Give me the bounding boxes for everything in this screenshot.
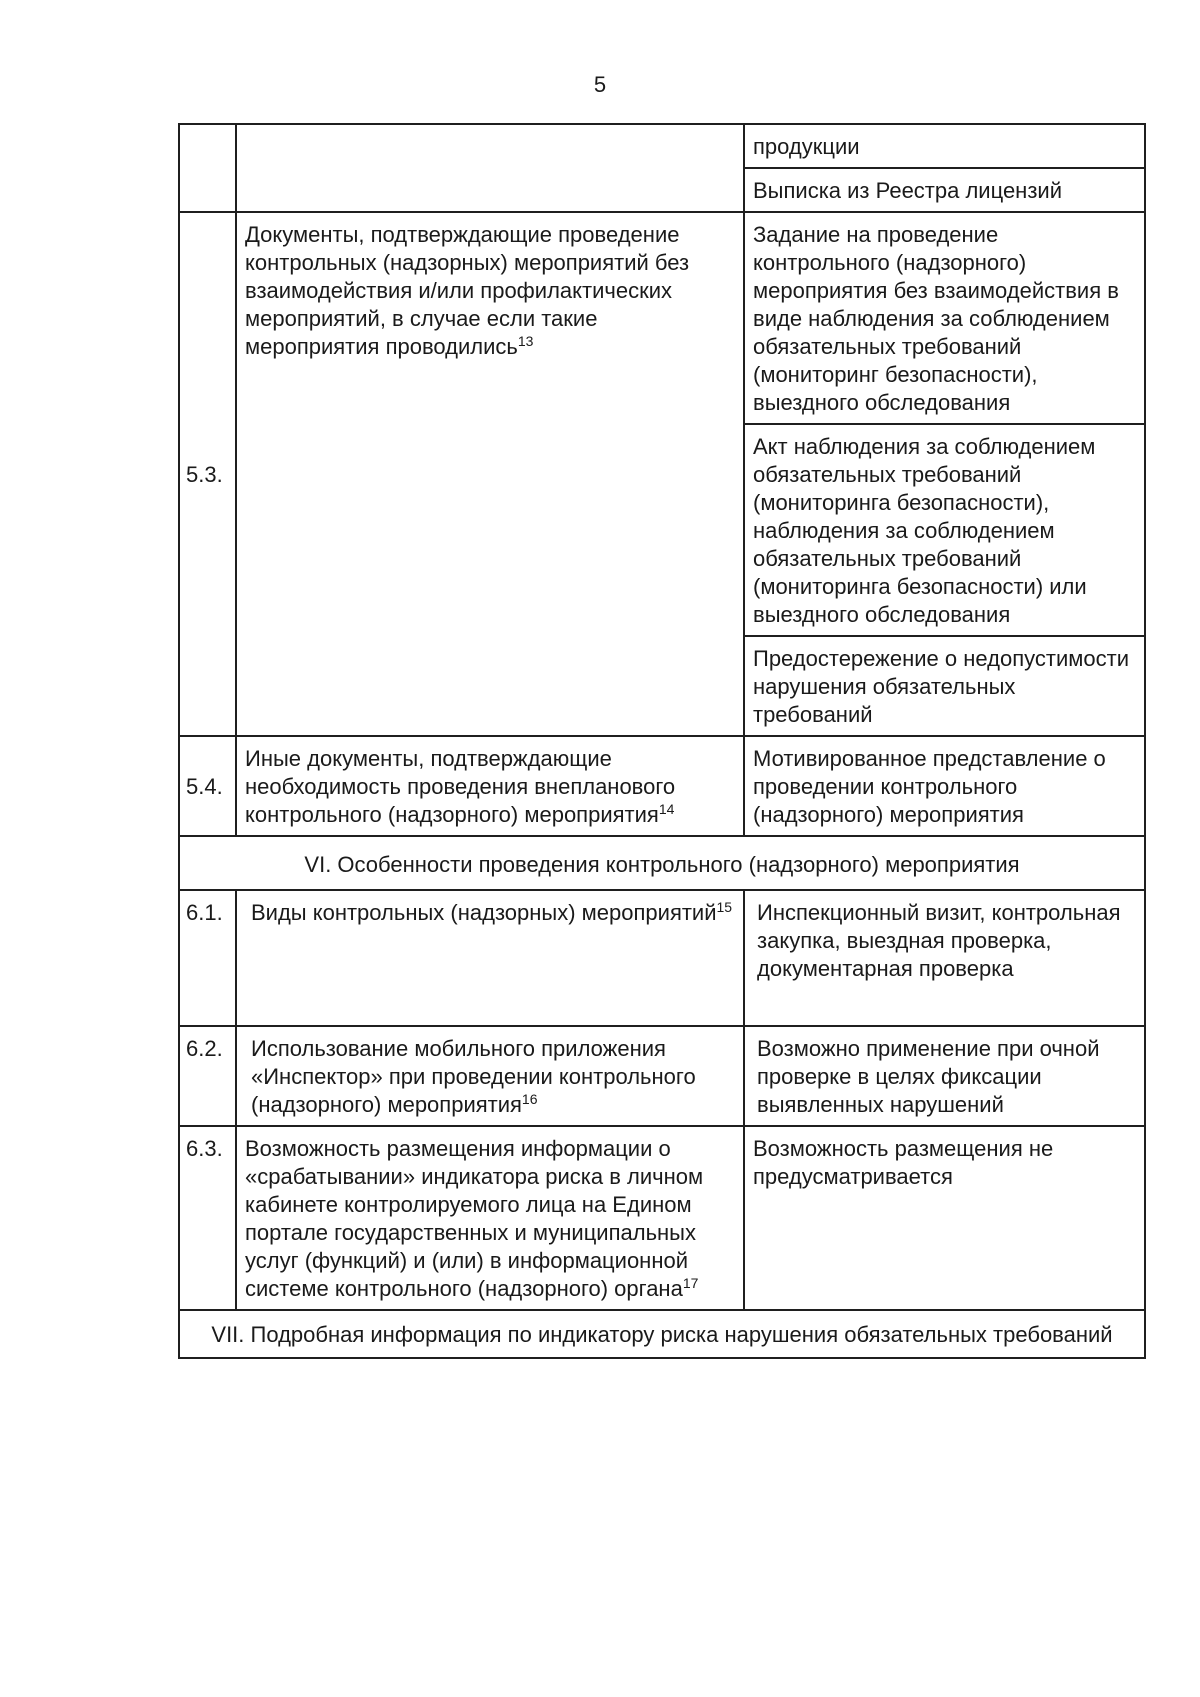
row-number-cell: 6.3. <box>179 1126 236 1310</box>
table-row <box>179 890 1145 1026</box>
row-number-cell: 5.4. <box>179 736 236 836</box>
row-value-cell: Выписка из Реестра лицензий <box>744 168 1145 212</box>
row-value-cell: Мотивированное представление о проведении контрольного (надзорного) мероприятия <box>744 736 1145 836</box>
row-value-cell: Задание на проведение контрольного (надзорного) мероприятия без взаимодействия в виде наблюдения за соблюдением обязательных требований (мониторинг безопасности), выездного обследования <box>744 212 1145 424</box>
section-row <box>179 836 1145 890</box>
row-label-cell: Использование мобильного приложения «Инспектор» при проведении контрольного (надзорного) мероприятия$^{16}$ <box>236 1026 744 1126</box>
row-number-cell: 6.2. <box>179 1026 236 1126</box>
row-label-cell: Возможность размещения информации о «срабатывании» индикатора риска в личном кабинете контролируемого лица на Едином портале государственных и муниципальных услуг (функций) и (или) в информационной системе контрольного (надзорного) органа$^{17}$ <box>236 1126 744 1310</box>
table-row <box>179 124 1145 168</box>
table-row <box>179 1126 1145 1310</box>
section-row <box>179 1310 1145 1358</box>
row-number-cell <box>179 124 236 212</box>
footnote-ref: 15 <box>716 899 733 915</box>
table-row <box>179 736 1145 836</box>
row-value-cell: Возможно применение при очной проверке в целях фиксации выявленных нарушений <box>744 1026 1145 1126</box>
footnote-ref: 13 <box>517 333 534 349</box>
document-table <box>178 123 1146 1359</box>
section-heading: VII. Подробная информация по индикатору риска нарушения обязательных требований <box>179 1310 1145 1358</box>
row-value-cell: Акт наблюдения за соблюдением обязательных требований (мониторинга безопасности), наблюдения за соблюдением обязательных требований (мониторинга безопасности) или выездного обследования <box>744 424 1145 636</box>
row-number-cell: 6.1. <box>179 890 236 1026</box>
row-label-cell: Документы, подтверждающие проведение контрольных (надзорных) мероприятий без взаимодействия и/или профилактических мероприятий, в случае если такие мероприятия проводились$^{13}$ <box>236 212 744 736</box>
page-number: 5 <box>593 72 607 97</box>
footnote-ref: 17 <box>682 1275 699 1291</box>
row-label-cell <box>236 124 744 212</box>
row-value-cell: Инспекционный визит, контрольная закупка, выездная проверка, документарная проверка <box>744 890 1145 1026</box>
footnote-ref: 14 <box>658 801 675 817</box>
table-row <box>179 1026 1145 1126</box>
section-heading: VI. Особенности проведения контрольного (надзорного) мероприятия <box>179 836 1145 890</box>
row-label-cell: Виды контрольных (надзорных) мероприятий$^{15}$ <box>236 890 744 1026</box>
row-value-cell: продукции <box>744 124 1145 168</box>
row-label-cell: Иные документы, подтверждающие необходимость проведения внепланового контрольного (надзорного) мероприятия$^{14}$ <box>236 736 744 836</box>
footnote-ref: 16 <box>521 1091 538 1107</box>
row-number-cell: 5.3. <box>179 212 236 736</box>
table-row <box>179 212 1145 424</box>
row-value-cell: Возможность размещения не предусматривается <box>744 1126 1145 1310</box>
row-value-cell: Предостережение о недопустимости нарушения обязательных требований <box>744 636 1145 736</box>
